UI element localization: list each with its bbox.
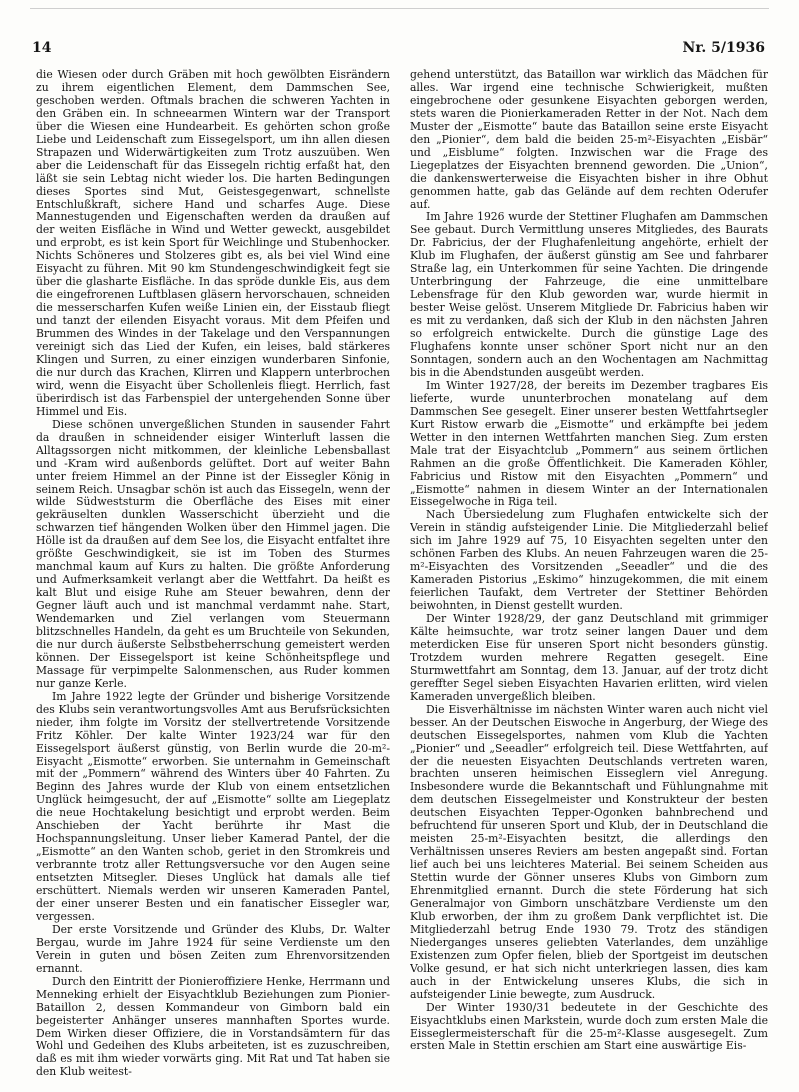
paragraph: Durch den Eintritt der Pionieroffiziere Henke, Herrmann und Menneking erhielt der Eisyachtklub Beziehungen zum Pionier-Bataillon 2, dessen Kommandeur von Gimborn bald ein begeisterter Anhänger unseres mannhaften Sportes wurde. Dem Wirken dieser Offiziere, die in Vorstandsämtern für das Wohl und Gedeihen des Klubs arbeiteten, ist es zuzuschreiben, daß es mit ihm wieder vorwärts ging. Mit Rat und Tat haben sie den Klub weitest- (36, 974, 390, 1079)
paragraph: Im Jahre 1926 wurde der Stettiner Flughafen am Dammschen See gebaut. Durch Vermittlung unseres Mitgliedes, des Baurats Dr. Fabricius, der der Flughafenleitung angehörte, erhielt der Klub im Flughafen, der äußerst günstig am See und fahrbarer Straße lag, ein Unterkommen für seine Yachten. Die dringende Unterbringung der Fahrzeuge, die eine unmittelbare Lebensfrage für den Klub geworden war, wurde hiermit in bester Weise gelöst. Unserem Mitgliede Dr. Fabricius haben wir es mit zu verdanken, daß sich der Klub in den nächsten Jahren so erfolgreich entwickelte. Durch die günstige Lage des Flughafens konnte unser schöner Sport nicht nur an den Sonntagen, sondern auch an den Wochentagen am Nachmittag bis in die Abendstunden ausgeübt werden. (410, 210, 768, 379)
paragraph: gehend unterstützt, das Bataillon war wirklich das Mädchen für alles. War irgend eine technische Schwierigkeit, mußten eingebrochene oder gesunkene Eisyachten geborgen werden, stets waren die Pionierkameraden Retter in der Not. Nach dem Muster der „Eismotte“ baute das Bataillon seine erste Eisyacht den „Pionier“, dem bald die beiden 25-m²-Eisyachten „Eisbär“ und „Eisblume“ folgten. Inzwischen war die Frage des Liegeplatzes der Eisyachten brennend geworden. Die „Union“, die dankenswerterweise die Eisyachten bisher in ihre Obhut genommen hatte, gab das Gelände auf dem rechten Oderufer auf. (410, 69, 768, 211)
paragraph: Diese schönen unvergeßlichen Stunden in sausender Fahrt da draußen in schneidender eisiger Winterluft lassen die Alltagssorgen nicht mitkommen, der kleinliche Lebensballast und -Kram wird außenbords gelüftet. Dort auf weiter Bahn unter freiem Himmel an der Pinne ist der Eissegler König in seinem Reich. Unsagbar schön ist auch das Eissegeln, wenn der wilde Südweststurm die Oberfläche des Eises mit einer gekräuselten dunklen Wasserschicht überzieht und die schwarzen tief hängenden Wolken über den Himmel jagen. Die Hölle ist da draußen auf dem See los, die Eisyacht entfaltet ihre größte Geschwindigkeit, sie ist im Toben des Sturmes manchmal kaum auf Kurs zu halten. Die größte Anforderung und Aufmerksamkeit verlangt aber die Wettfahrt. Da heißt es kalt Blut und eisige Ruhe am Steuer bewahren, denn der Gegner läuft auch und ist manchmal verdammt nahe. Start, Wendemarken und Ziel verlangen vom Steuermann blitzschnelles Handeln, da geht es um Bruchteile von Sekunden, die nur durch äußerste Selbstbeherrschung gemeistert werden können. Der Eissegelsport ist keine Schönheitspflege und Massage für verpimpelte Salonmenschen, aus Ruder kommen nur ganze Kerle. (36, 417, 390, 690)
paragraph: Die Eisverhältnisse im nächsten Winter waren auch nicht viel besser. An der Deutschen Eiswoche in Angerburg, der Wiege des deutschen Eissegelsportes, nahmen vom Klub die Yachten „Pionier“ und „Seeadler“ erfolgreich teil. Diese Wettfahrten, auf der die neuesten Eisyachten Deutschlands vertreten waren, brachten unseren heimischen Eisseglern viel Anregung. Insbesondere wurde die Bekanntschaft und Fühlungnahme mit dem deutschen Eissegelmeister und Konstrukteur der besten deutschen Eisyachten Tepper-Ogonken bahnbrechend und befruchtend für unseren Sport und Klub, der in Deutschland die meisten 25-m²-Eisyachten besitzt, die allerdings den Verhältnissen unseres Reviers am besten angepaßt sind. Fortan lief auch bei uns leichteres Material. Bei seinem Scheiden aus Stettin wurde der Gönner unseres Klubs von Gimborn zum Ehrenmitglied ernannt. Durch die stete Förderung hat sich Generalmajor von Gimborn unschätzbare Verdienste um den Klub erworben, der ihm zu großem Dank verpflichtet ist. Die Mitgliederzahl betrug Ende 1930 79. Trotz des ständigen Niederganges unseres geliebten Vaterlandes, dem unzählige Existenzen zum Opfer fielen, blieb der Sportgeist im deutschen Volke gesund, er hat sich nicht unterkriegen lassen, dies kam auch in der Entwickelung unseres Klubs, die sich in aufsteigender Linie bewegte, zum Ausdruck. (410, 702, 768, 1001)
page-number: 14 (32, 40, 52, 56)
top-border (30, 8, 769, 19)
paragraph: Im Winter 1927/28, der bereits im Dezember tragbares Eis lieferte, wurde ununterbrochen monatelang auf dem Dammschen See gesegelt. Einer unserer besten Wettfahrtsegler Kurt Ristow erwarb die „Eismotte“ und erkämpfte bei jedem Wetter in den internen Wettfahrten manchen Sieg. Zum ersten Male trat der Eisyachtclub „Pommern“ aus seinem örtlichen Rahmen an die große Öffentlichkeit. Die Kameraden Köhler, Fabricius und Ristow mit den Eisyachten „Pommern“ und „Eismotte“ nahmen in diesem Winter an der Internationalen Eissegelwoche in Riga teil. (410, 378, 768, 509)
left-column (36, 69, 390, 1084)
paragraph: Nach Übersiedelung zum Flughafen entwickelte sich der Verein in ständig aufsteigender Linie. Die Mitgliederzahl belief sich im Jahre 1929 auf 75, 10 Eisyachten segelten unter den schönen Farben des Klubs. An neuen Fahrzeugen waren die 25-m²-Eisyachten des Vorsitzenden „Seeadler“ und die des Kameraden Pistorius „Eskimo“ hinzugekommen, die mit einem feierlichen Taufakt, dem Vertreter der Stettiner Behörden beiwohnten, in Dienst gestellt wurden. (410, 508, 768, 613)
right-column (410, 69, 768, 1084)
paragraph: die Wiesen oder durch Gräben mit hoch gewölbten Eisrändern zu ihrem eigentlichen Element, dem Dammschen See, geschoben werden. Oftmals brachen die schweren Yachten in den Gräben ein. In schneearmen Wintern war der Transport über die Wiesen eine Hundearbeit. Es gehörten schon große Liebe und Leidenschaft zum Eissegelsport, um ihn allen diesen Strapazen und Widerwärtigkeiten zum Trotz auszuüben. Wen aber die Leidenschaft für das Eissegeln richtig erfaßt hat, den läßt sie sein Lebtag nicht wieder los. Die harten Bedingungen dieses Sportes sind Mut, Geistesgegenwart, schnellste Entschlußkraft, sichere Hand und scharfes Auge. Diese Mannestugenden und Eigenschaften werden da draußen auf der weiten Eisfläche in Wind und Wetter geweckt, ausgebildet und erprobt, es ist kein Sport für Weichlinge und Stubenhocker. Nichts Schöneres und Stolzeres gibt es, als bei viel Wind eine Eisyacht zu führen. Mit 90 km Stundengeschwindigkeit fegt sie über die glasharte Eisfläche. In das spröde dunkle Eis, aus dem die eingefrorenen Luftblasen gläsern hervorschauen, schneiden die messerscharfen Kufen weiße Linien ein, der Eisstaub fliegt und tanzt der eilenden Eisyacht voraus. Mit dem Pfeifen und Brummen des Windes in der Takelage und den Verspannungen vereinigt sich das Lied der Kufen, ein leises, bald stärkeres Klingen und Surren, zu einer einzigen wunderbaren Sinfonie, die nur durch das Krachen, Klirren und Klappern unterbrochen wird, wenn die Eisyacht über Schollenleis fliegt. Herrlich, fast überirdisch ist das Farbenspiel der untergehenden Sonne über Himmel und Eis. (36, 69, 390, 418)
paragraph: Im Jahre 1922 legte der Gründer und bisherige Vorsitzende des Klubs sein verantwortungsvolles Amt aus Berufsrücksichten nieder, ihm folgte im Vorsitz der stellvertretende Vorsitzende Fritz Köhler. Der kalte Winter 1923/24 war für den Eissegelsport äußerst günstig, von Berlin wurde die 20-m²-Eisyacht „Eismotte“ erworben. Sie unternahm in Gemeinschaft mit der „Pommern“ während des Winters über 40 Fahrten. Zu Beginn des Jahres wurde der Klub von einem entsetzlichen Unglück heimgesucht, der auf „Eismotte“ sollte am Liegeplatz die neue Hochtakelung besichtigt und erprobt werden. Beim Anschieben der Yacht berührte ihr Mast die Hochspannungsleitung. Unser lieber Kamerad Pantel, der die „Eismotte“ an den Wanten schob, geriet in den Stromkreis und verbrannte trotz aller Rettungsversuche vor den Augen seine entsetzten Mitsegler. Dieses Unglück hat damals alle tief erschüttert. Niemals werden wir unseren Kameraden Pantel, der einer unserer Besten und ein fanatischer Eissegler war, vergessen. (36, 689, 390, 923)
paragraph: Der Winter 1928/29, der ganz Deutschland mit grimmiger Kälte heimsuchte, war trotz seiner langen Dauer und dem meterdicken Eise für unseren Sport nicht besonders günstig. Trotzdem wurden mehrere Regatten gesegelt. Eine Sturmwettfahrt am Sonntag, dem 13. Januar, auf der trotz dicht gereffter Segel sieben Eisyachten Havarien erlitten, wird vielen Kameraden unvergeßlich bleiben. (410, 612, 768, 703)
paragraph: Der erste Vorsitzende und Gründer des Klubs, Dr. Walter Bergau, wurde im Jahre 1924 für seine Verdienste um den Verein in guten und bösen Zeiten zum Ehrenvorsitzenden ernannt. (36, 922, 390, 975)
issue-number: Nr. 5/1936 (682, 40, 765, 56)
paragraph: Der Winter 1930/31 bedeutete in der Geschichte des Eisyachtklubs einen Markstein, wurde doch zum ersten Male die Eisseglermeisterschaft für die 25-m²-Klasse ausgesegelt. Zum ersten Male in Stettin erschien am Start eine auswärtige Eis- (410, 1000, 768, 1053)
